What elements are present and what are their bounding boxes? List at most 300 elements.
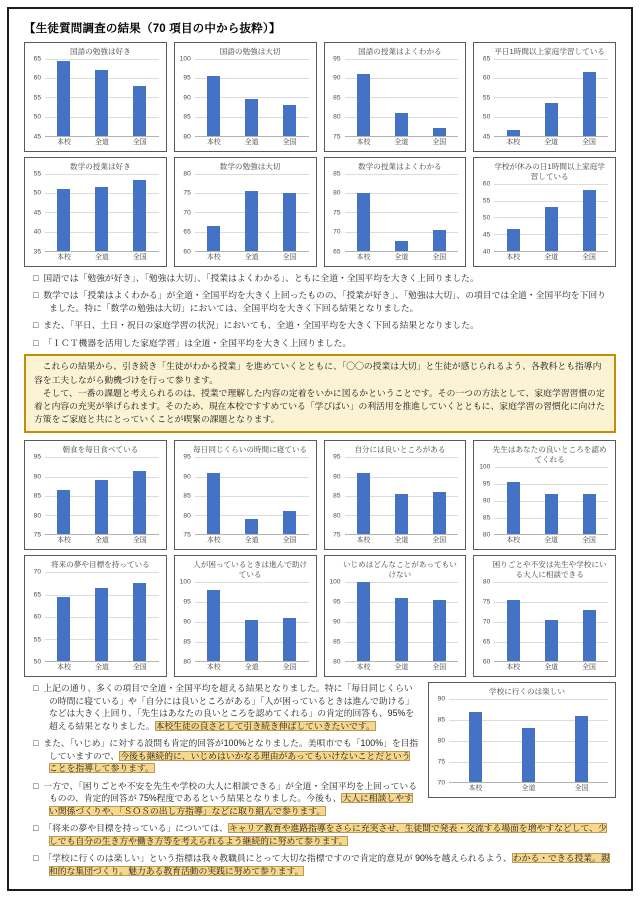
y-axis [328,453,345,539]
x-category-label: 全道 [94,254,109,261]
y-tick-label: 90 [437,695,445,703]
y-tick-label: 80 [183,512,191,520]
bar-全道 [245,99,258,136]
y-axis [432,695,449,787]
y-tick-label: 65 [333,248,341,256]
x-category-label: 本校 [356,139,371,146]
checkbox-icon: □ [33,290,39,301]
chart-13 [24,555,167,677]
y-tick-label: 85 [183,113,191,121]
bar-本校 [507,229,520,251]
chart-title: 国語の授業はよくわかる [358,47,442,56]
plot-area [195,582,309,662]
chart-title: 数学の勉強は大切 [219,162,281,171]
y-axis [328,55,345,141]
bar-全国 [433,128,446,136]
checkbox-icon: □ [33,780,39,791]
bar-全国 [583,72,596,136]
comment-box [24,354,616,433]
bullet-text: 上記の通り、多くの項目で全道・全国平均を超える結果となりました。特に「毎日同じくらいの時間に寝ている」や「自分には良いところがある」「人が困っているときは進んで助ける」などは大きく上回り、「先生はあなたの良いところを認めてくれる」の肯定的回答も、95%を超える結果となりました。 [43,683,415,731]
checkbox-icon: □ [33,683,39,694]
bar-全道 [395,598,408,661]
chart-4 [473,42,616,152]
bar-全道 [545,207,558,251]
y-tick-label: 95 [183,74,191,82]
chart-title: 数学の授業はよくわかる [358,162,442,171]
x-category-label: 本校 [506,537,521,545]
chart-1 [24,42,167,152]
y-tick-label: 80 [482,578,491,586]
bullet-text: 「学校に行くのは楽しい」という指標は我々教職員にとって大切な指標ですので肯定的意見が 90%を越えられるよう、 [43,853,512,864]
chart-15 [324,555,467,677]
x-category-label: 全国 [582,537,596,545]
y-tick-label: 55 [482,94,491,102]
chart-9 [24,440,167,550]
bullet-rich-text [43,683,414,730]
plot-area [45,457,159,535]
x-category-label: 全道 [544,254,559,261]
x-category-label: 本校 [206,537,221,545]
y-tick-label: 65 [482,55,491,63]
x-category-label: 全国 [132,537,147,545]
x-category-label: 全国 [282,139,297,146]
plot-area [45,572,159,662]
bar-本校 [57,189,70,251]
chart-title: 毎日同じくらいの時間に寝ている [193,445,308,455]
y-tick-label: 60 [482,180,491,188]
x-category-label: 本校 [206,139,221,146]
summary-bullets-top [24,272,616,349]
y-tick-label: 95 [183,598,191,606]
y-tick-label: 45 [482,133,491,141]
bar-全国 [433,492,446,534]
y-tick-label: 90 [333,74,341,82]
y-tick-label: 75 [33,531,41,539]
chart-title: 平日1時間以上家庭学習している [494,47,605,56]
y-tick-label: 50 [33,189,41,197]
y-tick-label: 100 [179,578,191,586]
chart-title: いじめはどんなことがあってもいけない [342,560,457,580]
y-tick-label: 95 [333,598,341,606]
bullet-text: 一方で、「困りごとや不安を先生や学校の大人に相談できる」が全道・全国平均を上回っているものの、肯定的回答が 75%程度であるという結果となりました。今後も、 [43,780,418,804]
chart-7 [324,157,467,267]
x-category-label: 全国 [282,254,297,261]
y-tick-label: 85 [33,492,41,500]
y-tick-label: 95 [333,55,341,63]
chart-grid-row-1 [24,42,616,152]
document-page [7,7,633,891]
floating-chart-container [428,682,616,798]
y-tick-label: 80 [33,512,41,520]
y-tick-label: 85 [183,638,191,646]
plot-area [494,184,608,252]
bar-全道 [545,494,558,534]
chart-title: 将来の夢や目標を持っている [51,560,150,570]
x-category-label: 全道 [244,254,259,261]
y-tick-label: 50 [482,113,491,121]
y-tick-label: 95 [33,453,41,461]
y-tick-label: 85 [333,638,341,646]
y-tick-label: 40 [33,228,41,236]
bar-全道 [395,113,408,136]
bar-全国 [283,511,296,534]
x-category-label: 全国 [282,537,297,545]
y-axis [28,55,45,141]
y-tick-label: 45 [33,133,41,141]
bullet-item [33,319,614,331]
y-tick-label: 90 [183,473,191,481]
bullet-item [33,272,614,284]
bar-本校 [357,193,370,251]
y-tick-label: 95 [482,480,491,488]
y-tick-label: 95 [333,453,341,461]
x-category-label: 全道 [544,664,559,672]
y-tick-label: 100 [179,55,191,63]
y-tick-label: 70 [33,568,41,576]
y-tick-label: 80 [183,170,191,178]
chart-grid-row-3 [24,440,616,550]
y-tick-label: 65 [33,55,41,63]
highlighted-text: わかる・できる授業。親和的な集団づくり。魅力ある教育活動の実践に努めて参ります。 [49,853,610,876]
x-category-label: 全道 [94,664,109,672]
x-category-label: 本校 [506,139,521,146]
y-tick-label: 75 [437,758,445,766]
bullet-item [33,289,614,314]
page-title: 【生徒質問調査の結果（70 項目の中から抜粋）】 [24,23,281,35]
y-tick-label: 85 [333,94,341,102]
x-category-label: 全国 [132,254,147,261]
y-tick-label: 80 [183,133,191,141]
y-tick-label: 100 [329,578,341,586]
chart-title: 国語の勉強は大切 [219,47,281,56]
x-category-label: 全国 [432,537,447,545]
bullet-text: また、「平日、土日・祝日の家庭学習の状況」においても、全道・全国平均を大きく下回る結果となりました。 [43,320,479,331]
plot-area [494,59,608,137]
bar-全道 [545,620,558,662]
chart-8 [473,157,616,267]
chart-title: 学校に行くのは楽しい [489,687,565,697]
y-tick-label: 70 [183,209,191,217]
x-category-label: 全道 [394,664,409,672]
y-tick-label: 50 [33,658,41,666]
bar-本校 [207,226,220,251]
bar-全道 [545,103,558,136]
plot-area [45,174,159,252]
plot-area [345,174,459,252]
y-tick-label: 60 [33,74,41,82]
bar-全道 [95,480,108,534]
bar-本校 [507,600,520,661]
chart-10 [174,440,317,550]
x-category-label: 全国 [582,664,596,672]
bullet-item [33,822,614,847]
bullet-text: 「ＩＣＴ機器を活用した家庭学習」は全道・全国平均を大きく上回りました。 [43,337,352,348]
highlighted-text: キャリア教育や進路指導をさらに充実させ、生徒間で発表・交流する場面を増やすなどして、少しでも自分の生き方や働き方等を考えられるよう継続的に努めて参ります。 [49,823,607,846]
y-axis [477,55,494,141]
x-category-label: 本校 [57,139,71,146]
checkbox-icon: □ [33,337,39,348]
bar-全道 [522,728,535,782]
chart-16 [473,555,616,677]
chart-17 [428,682,616,798]
bar-全国 [583,190,596,251]
bar-本校 [357,74,370,136]
bullet-text: 「将来の夢や目標を持っている」については、 [43,823,228,834]
plot-area [494,467,608,535]
plot-area [345,582,459,662]
bottom-section [24,682,616,877]
x-category-label: 全道 [521,785,536,793]
chart-title: 困りごとや不安は先生や学校にいる大人に相談できる [492,560,607,580]
chart-grid-row-2 [24,157,616,267]
y-tick-label: 85 [333,170,341,178]
bullet-item [33,337,614,349]
checkbox-icon: □ [33,823,39,834]
x-category-label: 本校 [506,254,521,261]
x-category-label: 全道 [244,537,259,545]
y-tick-label: 35 [33,248,41,256]
bar-全国 [283,105,296,136]
bullet-rich-text [43,738,418,773]
bullet-text: また、「いじめ」に対する設問も肯定的回答が100%となりました。美唄市でも「100%」を目指していますので、 [43,738,419,761]
x-category-label: 本校 [57,254,71,261]
x-category-label: 全道 [244,139,259,146]
y-tick-label: 75 [333,531,341,539]
bar-全道 [245,191,258,251]
y-tick-label: 85 [183,492,191,500]
bar-全道 [95,187,108,251]
x-category-label: 全国 [582,254,596,261]
y-tick-label: 85 [333,492,341,500]
bar-本校 [57,597,70,662]
x-category-label: 本校 [468,785,483,793]
bar-全国 [133,583,146,661]
y-tick-label: 45 [33,209,41,217]
bullet-item [33,852,614,877]
y-tick-label: 40 [482,248,491,256]
bullet-text: 数学では「授業はよくわかる」が全道・全国平均を大きく上回ったものの、「授業が好き」、「勉強は大切」、の項目では全道・全国平均を下回りました。特に「数学の勉強は大切」においては、全国平均を大きく下回る結果となりました。 [43,290,606,313]
y-tick-label: 50 [482,214,491,222]
bar-全国 [133,471,146,535]
y-axis [328,170,345,256]
y-tick-label: 90 [183,618,191,626]
bar-全道 [95,70,108,136]
y-tick-label: 50 [33,113,41,121]
plot-area [195,174,309,252]
x-category-label: 全道 [94,537,109,545]
bar-本校 [357,473,370,535]
y-tick-label: 85 [437,716,445,724]
bar-全道 [245,519,258,534]
x-category-label: 全国 [432,254,447,261]
x-category-label: 本校 [356,664,371,672]
bullet-rich-text [43,823,606,845]
y-tick-label: 80 [183,658,191,666]
y-axis [477,578,494,666]
bar-全国 [283,618,296,662]
bullet-text: 国語では「勉強が好き」、「勉強は大切」、「授業はよくわかる」、ともに全道・全国平均を大きく上回りました。 [43,273,479,283]
chart-5 [24,157,167,267]
y-tick-label: 80 [333,113,341,121]
chart-title: 自分には良いところがある [354,445,446,455]
y-tick-label: 80 [333,189,341,197]
comment-paragraph: そして、一番の課題と考えられるのは、授業で理解した内容の定着をいかに図るかということです。その一つの方法として、家庭学習習慣の定着と内容の充実が挙げられます。そのため、現在本校ですすめている「学びばい」の利活用を推進していくとともに、家庭学習の習慣化に向けた方策をご家庭と共にとっていくことが喫緊の課題となります。 [34,387,605,425]
y-axis [28,170,45,256]
highlighted-text: 本校生徒の良さとして引き続き伸ばしていきたいです。 [155,720,375,731]
plot-area [195,59,309,137]
x-category-label: 全道 [394,537,409,545]
x-category-label: 全道 [94,139,109,146]
chart-11 [324,440,467,550]
y-tick-label: 95 [183,453,191,461]
y-tick-label: 65 [33,591,41,599]
bar-全国 [133,180,146,251]
bar-全道 [245,620,258,662]
y-tick-label: 80 [333,658,341,666]
plot-area [345,457,459,535]
bar-全国 [583,494,596,534]
x-category-label: 全国 [582,139,596,146]
chart-2 [174,42,317,152]
y-axis [477,180,494,256]
chart-title: 朝食を毎日食べている [62,445,139,455]
y-tick-label: 60 [482,74,491,82]
chart-3 [324,42,467,152]
chart-14 [174,555,317,677]
bar-全国 [283,193,296,251]
x-category-label: 本校 [506,664,521,672]
y-tick-label: 55 [33,636,41,644]
y-tick-label: 90 [333,473,341,481]
bar-本校 [469,712,482,783]
bar-本校 [357,582,370,661]
chart-title: 学校が休みの日1時間以上家庭学習している [494,162,605,181]
chart-title: 国語の勉強は好き [70,47,131,56]
y-axis [178,578,195,666]
bar-全国 [133,86,146,136]
checkbox-icon: □ [33,738,39,749]
y-tick-label: 70 [333,228,341,236]
x-category-label: 本校 [356,537,371,545]
y-axis [178,453,195,539]
y-tick-label: 60 [482,658,491,666]
y-tick-label: 90 [33,473,41,481]
y-axis [477,463,494,539]
chart-6 [174,157,317,267]
y-axis [178,170,195,256]
x-category-label: 全道 [394,139,409,146]
y-tick-label: 85 [482,514,491,522]
bar-全道 [95,588,108,662]
y-axis [28,568,45,666]
chart-title: 先生はあなたの良いところを認めてくれる [492,445,607,465]
x-category-label: 本校 [57,664,71,672]
x-category-label: 全道 [244,664,259,672]
y-tick-label: 75 [333,209,341,217]
bar-本校 [507,130,520,136]
bar-全国 [433,230,446,251]
x-category-label: 本校 [356,254,371,261]
bullet-rich-text [43,781,417,816]
x-category-label: 全国 [432,139,447,146]
y-tick-label: 70 [437,779,445,787]
highlighted-text: 今後も継続的に、いじめはいかなる理由があってもいけないことだということを指導して参ります。 [49,750,411,774]
y-tick-label: 55 [482,197,491,205]
chart-title: 人が困っているときは進んで助けている [193,560,308,580]
bar-全道 [395,241,408,251]
x-category-label: 本校 [206,664,221,672]
y-tick-label: 60 [183,248,191,256]
y-tick-label: 65 [482,638,491,646]
y-tick-label: 80 [333,512,341,520]
bar-本校 [207,473,220,535]
plot-area [345,59,459,137]
chart-title: 数学の授業は好き [70,162,131,171]
y-tick-label: 100 [479,463,491,471]
y-tick-label: 65 [183,228,191,236]
x-category-label: 全国 [574,785,589,793]
bar-本校 [207,76,220,136]
bar-本校 [57,490,70,534]
x-category-label: 全国 [132,664,147,672]
plot-area [494,582,608,662]
highlighted-text: 大人に相談しやすい関係づくりや、「ＳＯＳの出し方指導」などに取り組んで参ります。 [49,793,413,816]
bar-全道 [395,494,408,534]
x-category-label: 全道 [394,254,409,261]
x-category-label: 全国 [132,139,147,146]
y-tick-label: 90 [183,94,191,102]
y-axis [328,578,345,666]
y-tick-label: 80 [482,531,491,539]
y-axis [178,55,195,141]
y-tick-label: 75 [482,598,491,606]
x-category-label: 全国 [282,664,297,672]
bar-全国 [433,600,446,661]
chart-12 [473,440,616,550]
x-category-label: 本校 [206,254,221,261]
bar-本校 [57,61,70,136]
y-tick-label: 90 [482,497,491,505]
x-category-label: 本校 [57,537,71,545]
y-tick-label: 45 [482,231,491,239]
y-tick-label: 75 [183,189,191,197]
checkbox-icon: □ [33,273,39,283]
y-tick-label: 55 [33,170,41,178]
plot-area [449,699,608,783]
bar-本校 [507,482,520,534]
y-tick-label: 60 [33,613,41,621]
y-tick-label: 75 [183,531,191,539]
x-category-label: 全道 [544,537,559,545]
y-tick-label: 55 [33,94,41,102]
x-category-label: 全国 [432,664,447,672]
bar-全国 [583,610,596,662]
bar-本校 [207,590,220,661]
y-tick-label: 80 [437,737,445,745]
bar-全国 [575,716,588,783]
y-axis [28,453,45,539]
plot-area [195,457,309,535]
chart-grid-row-4 [24,555,616,677]
y-tick-label: 75 [333,133,341,141]
bullet-rich-text [43,853,609,875]
y-tick-label: 70 [482,618,491,626]
comment-paragraph: これらの結果から、引き続き「生徒がわかる授業」を進めていくとともに、「〇〇の授業は大切」と生徒が感じられるよう、各教科とも指導内容を工夫しながら動機づけを行って参ります。 [34,361,602,385]
checkbox-icon: □ [33,853,39,864]
x-category-label: 全道 [544,139,559,146]
plot-area [45,59,159,137]
y-tick-label: 90 [333,618,341,626]
